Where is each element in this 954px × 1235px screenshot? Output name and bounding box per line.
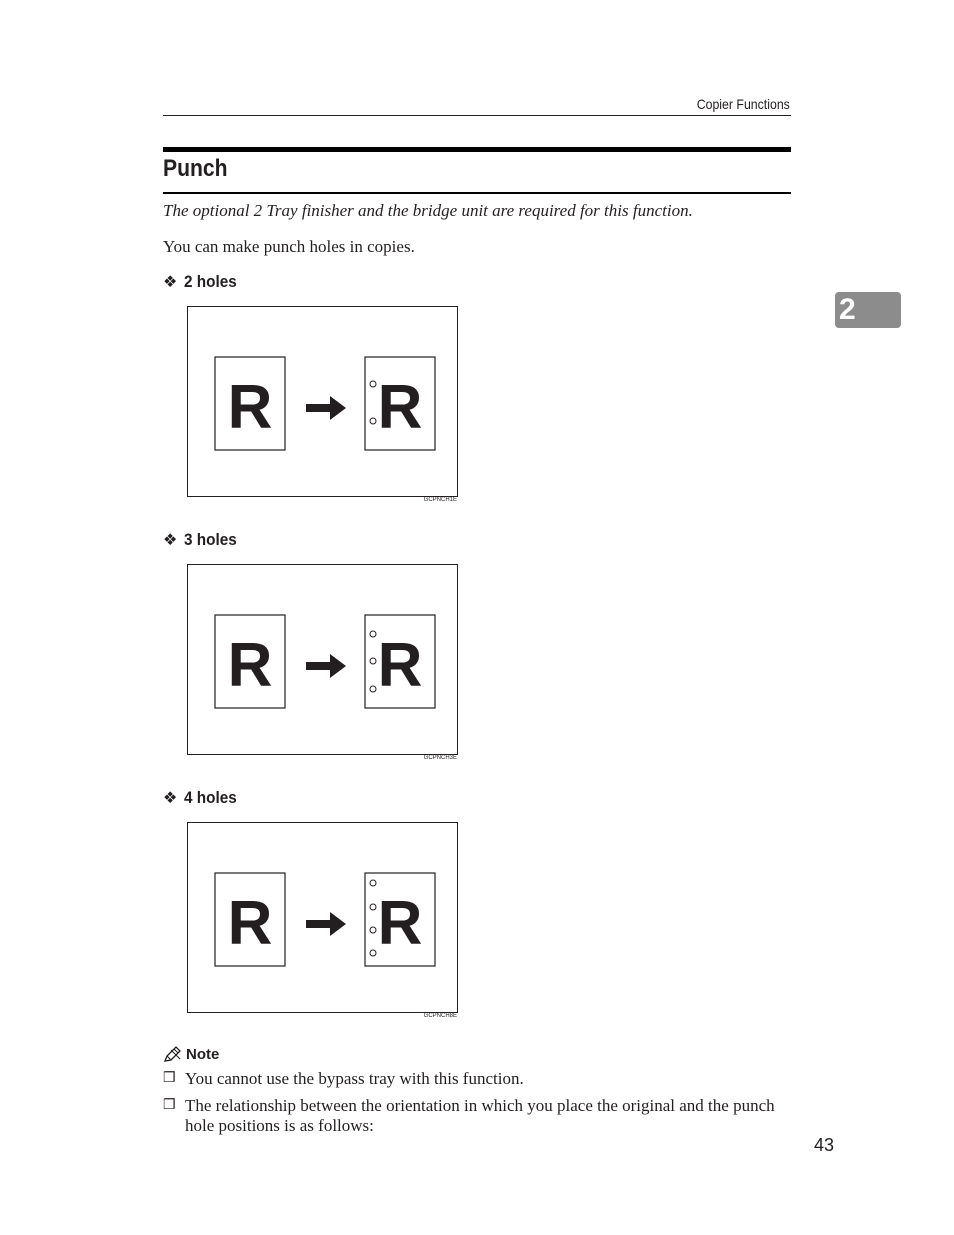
figure-code: GCPNCH8E [423,1013,457,1019]
punch-hole [370,950,376,956]
chapter-number: 2 [839,293,856,326]
diamond-bullet-icon: ❖ [163,532,178,549]
checkbox-bullet-icon: ❒ [163,1071,176,1086]
header-rule [163,115,791,116]
arrow-right-icon [306,912,346,936]
punched-letter: R [377,631,423,700]
arrow-right-icon [306,396,346,420]
punch-diagram [188,823,457,1012]
punch-hole [370,631,376,637]
title-rule-top [163,147,791,152]
note-label: Note [186,1045,220,1063]
note-item [163,1069,791,1089]
note-item-text: You cannot use the bypass tray with this function. [185,1069,524,1088]
subheading-label: 4 holes [184,788,238,807]
arrow-right-icon [306,654,346,678]
note-item-text: The relationship between the orientation in which you place the original and the punch hole positions is as follows: [185,1096,775,1135]
punched-letter: R [377,373,423,442]
requirement-note: The optional 2 Tray finisher and the bridge unit are required for this function. [163,201,693,220]
punch-hole [370,686,376,692]
note-heading [163,1045,219,1063]
chapter-tab [835,292,901,328]
pencil-icon [163,1045,183,1063]
punch-diagram [188,307,457,496]
subheading-2-holes [163,272,243,292]
note-item [163,1096,791,1136]
diamond-bullet-icon: ❖ [163,790,178,807]
figure-code: GCPNCH3E [423,755,457,761]
punched-letter: R [377,889,423,958]
checkbox-bullet-icon: ❒ [163,1098,176,1113]
original-letter: R [227,373,273,442]
original-letter: R [227,631,273,700]
description-text: You can make punch holes in copies. [163,237,415,256]
punch-hole [370,381,376,387]
punch-hole [370,904,376,910]
title-rule-bottom [163,192,791,194]
page-title: Punch [163,155,228,182]
subheading-label: 2 holes [184,272,238,291]
punch-figure-4-holes [187,822,458,1013]
punch-hole [370,880,376,886]
subheading-label: 3 holes [184,530,238,549]
figure-code: GCPNCH1E [423,497,457,503]
page-number: 43 [813,1135,834,1155]
original-letter: R [227,889,273,958]
subheading-3-holes [163,530,243,550]
subheading-4-holes [163,788,243,808]
punch-figure-2-holes [187,306,458,497]
punch-hole [370,658,376,664]
punch-figure-3-holes [187,564,458,755]
punch-hole [370,418,376,424]
diamond-bullet-icon: ❖ [163,274,178,291]
punch-hole [370,927,376,933]
running-header: Copier Functions [696,96,790,112]
punch-diagram [188,565,457,754]
